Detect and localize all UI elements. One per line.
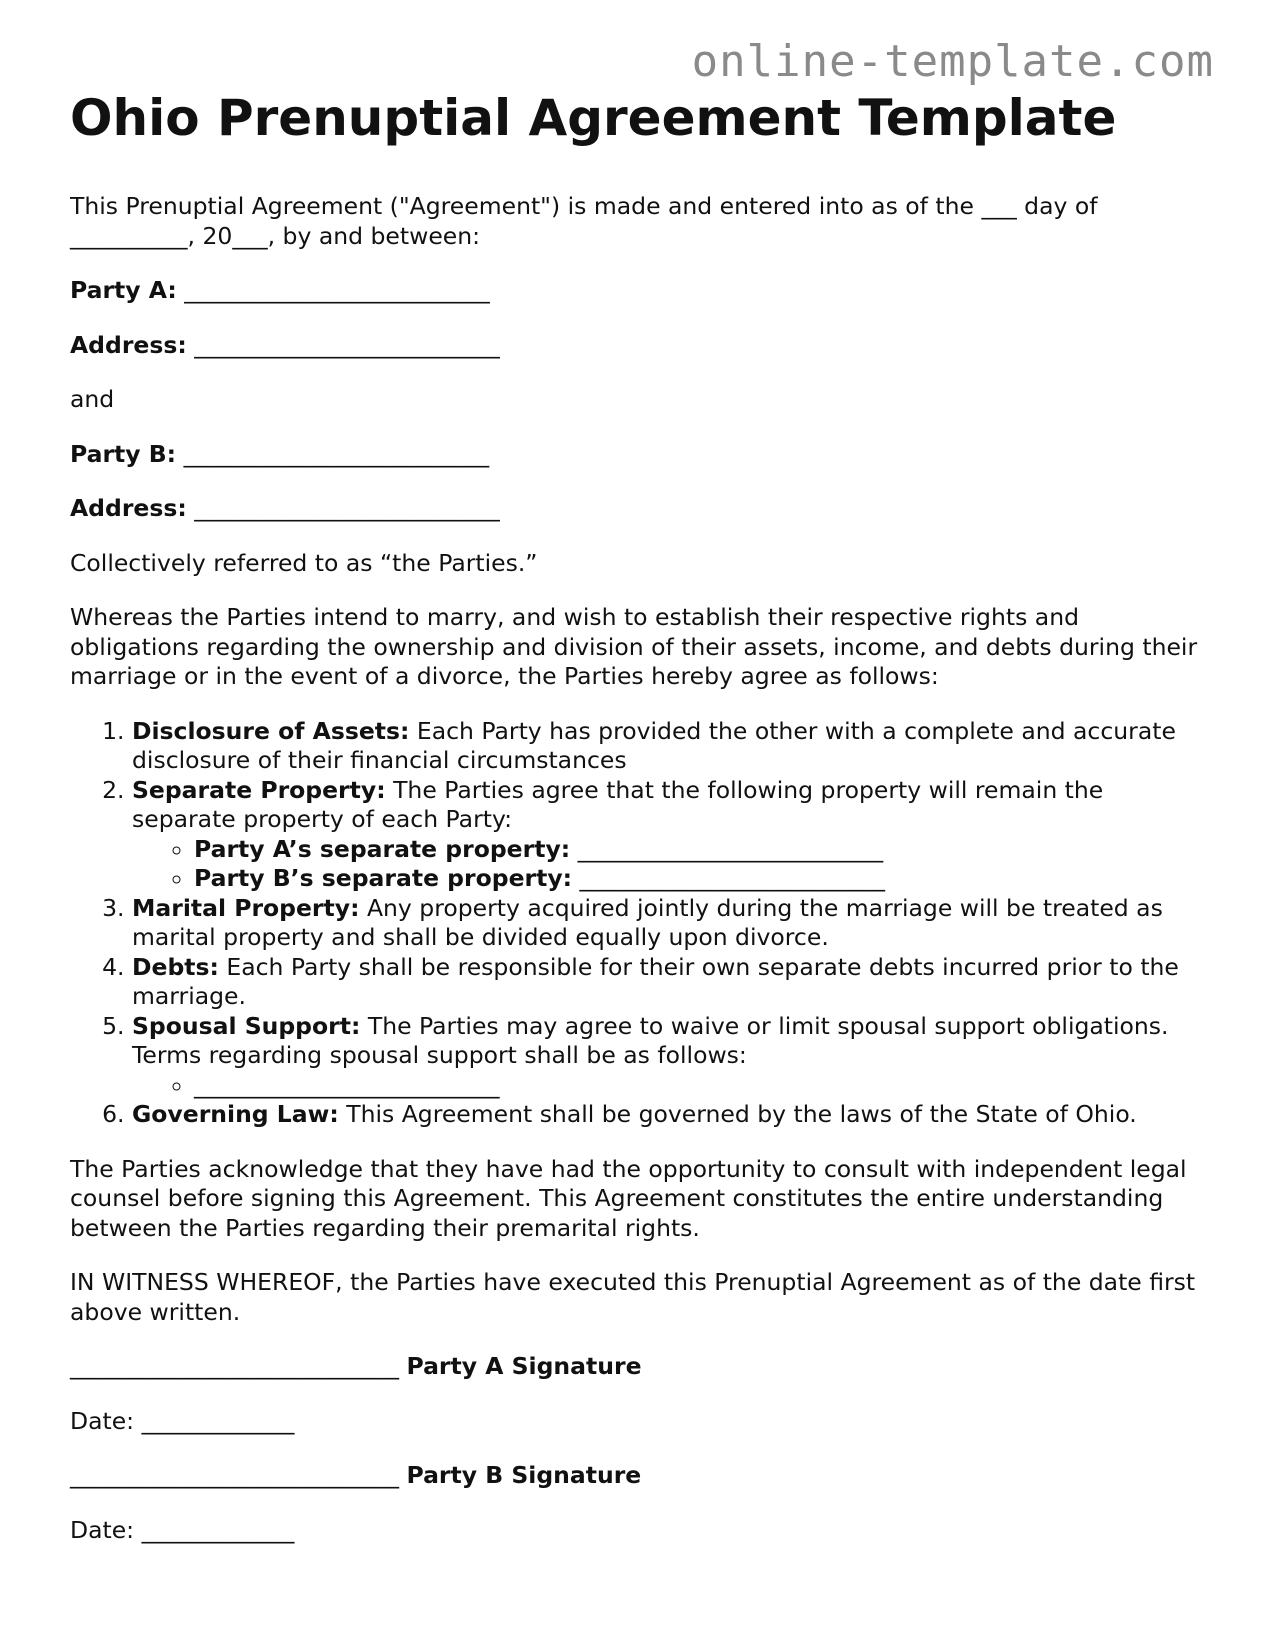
party-a-line — [70, 276, 1205, 306]
address-b-line — [70, 494, 1205, 524]
term-heading: Disclosure of Assets: — [132, 716, 410, 745]
term-text: Each Party has provided the other with a complete and accurate disclosure of their financial circumstances — [132, 716, 1176, 774]
terms-list — [70, 717, 1205, 1130]
term-item — [132, 953, 1205, 1012]
date-label: Date: — [70, 1515, 135, 1544]
address-b-label: Address: — [70, 494, 187, 522]
party-b-date-blank[interactable]: _____________ — [141, 1515, 295, 1544]
whereas-paragraph: Whereas the Parties intend to marry, and wish to establish their respective rights and obligations regarding the ownership and division of their assets, income, and debts during their marriage or in the event of a divorce, the Parties hereby agree as follows: — [70, 603, 1198, 690]
sub-list-item — [194, 1071, 1205, 1101]
party-a-label: Party A: — [70, 276, 177, 304]
acknowledge-paragraph: The Parties acknowledge that they have had the opportunity to consult with independent legal counsel before signing this Agreement. This Agreement constitutes the entire understanding between the Parties regarding their premarital rights. — [70, 1154, 1187, 1242]
term-heading: Spousal Support: — [132, 1011, 361, 1040]
party-b-signature-label: Party B Signature — [406, 1461, 642, 1489]
witness-paragraph: IN WITNESS WHEREOF, the Parties have executed this Prenuptial Agreement as of the date first above written. — [70, 1268, 1196, 1326]
term-item — [132, 717, 1205, 776]
sub-label: Party A’s separate property: — [194, 834, 571, 863]
term-heading: Debts: — [132, 952, 219, 981]
date-label: Date: — [70, 1406, 135, 1435]
sub-list-item — [194, 835, 1205, 865]
signature-block — [70, 1352, 1205, 1545]
address-a-label: Address: — [70, 330, 187, 359]
document-page — [70, 88, 1205, 1570]
separate-property-list — [132, 835, 1205, 894]
party-b-blank[interactable]: __________________________ — [183, 439, 490, 468]
address-b-blank[interactable]: __________________________ — [194, 494, 500, 522]
sub-list-item — [194, 864, 1205, 894]
party-a-property-blank[interactable]: __________________________ — [577, 834, 884, 863]
term-heading: Separate Property: — [132, 775, 386, 804]
address-a-line — [70, 331, 1205, 361]
party-b-signature-line — [70, 1461, 1205, 1491]
party-a-blank[interactable]: __________________________ — [184, 276, 490, 304]
party-a-signature-blank[interactable]: ____________________________ — [70, 1352, 399, 1380]
spousal-support-blank[interactable]: __________________________ — [194, 1070, 500, 1099]
party-b-property-blank[interactable]: __________________________ — [579, 864, 886, 892]
party-b-line — [70, 440, 1205, 470]
spousal-support-list — [132, 1071, 1205, 1101]
term-heading: Marital Property: — [132, 893, 360, 922]
and-text: and — [70, 385, 115, 413]
term-item — [132, 894, 1205, 953]
party-b-label: Party B: — [70, 439, 177, 468]
term-item — [132, 1012, 1205, 1101]
term-item — [132, 776, 1205, 894]
party-a-signature-label: Party A Signature — [406, 1352, 642, 1380]
collective-paragraph: Collectively referred to as “the Parties.” — [70, 548, 538, 577]
term-heading: Governing Law: — [132, 1100, 339, 1128]
page-title: Ohio Prenuptial Agreement Template — [70, 89, 1117, 147]
intro-paragraph: This Prenuptial Agreement ("Agreement") is made and entered into as of the ___ day of __________, 20___, by and between: — [70, 192, 1098, 250]
sub-label: Party B’s separate property: — [194, 864, 573, 892]
term-item — [132, 1100, 1205, 1130]
term-text: Any property acquired jointly during the marriage will be treated as marital property and shall be divided equally upon divorce. — [132, 893, 1163, 951]
term-text: The Parties agree that the following property will remain the separate property of each Party: — [132, 775, 1104, 833]
party-b-date-line — [70, 1516, 1205, 1546]
party-a-signature-line — [70, 1352, 1205, 1382]
term-text: Each Party shall be responsible for their own separate debts incurred prior to the marriage. — [132, 952, 1179, 1010]
address-a-blank[interactable]: __________________________ — [194, 330, 500, 359]
party-a-date-line — [70, 1407, 1205, 1437]
term-text: The Parties may agree to waive or limit spousal support obligations. Terms regarding spousal support shall be as follows: — [132, 1011, 1169, 1069]
party-a-date-blank[interactable]: _____________ — [141, 1406, 295, 1435]
party-b-signature-blank[interactable]: ____________________________ — [70, 1461, 399, 1489]
watermark: online-template.com — [691, 36, 1214, 87]
term-text: This Agreement shall be governed by the laws of the State of Ohio. — [338, 1100, 1137, 1128]
